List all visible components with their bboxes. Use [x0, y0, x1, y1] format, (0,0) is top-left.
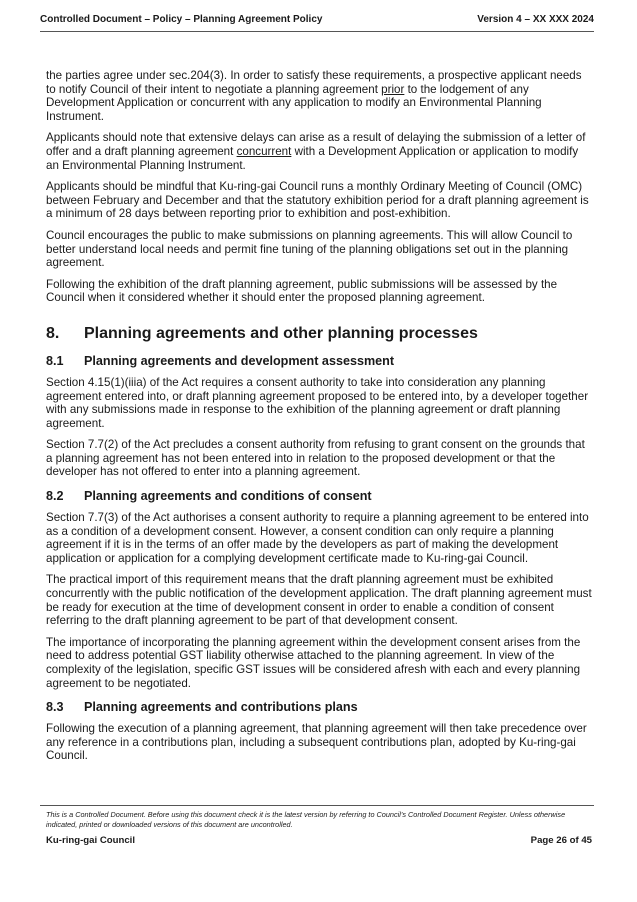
paragraph: Following the exhibition of the draft planning agreement, public submissions will be assessed by the Council when it considered whether it should enter the proposed planning agreement. — [46, 277, 558, 305]
footer-divider — [40, 805, 594, 806]
paragraph: Section 7.7(2) of the Act precludes a consent authority from refusing to grant consent on the grounds that a planning agreement has not been entered into in relation to the proposed development or that the developer has not offered to enter into a planning agreement. — [46, 438, 585, 479]
subsection-heading-8-2 — [46, 489, 592, 503]
paragraph: Section 7.7(3) of the Act authorises a consent authority to require a planning agreement to be entered into as a condition of a development consent. However, a consent condition can only require a planning agreement if it is in the terms of an offer made by the developers as part of making the development application or application for a complying development certificate made to Ku-ring-gai Council. — [46, 511, 589, 565]
subsection-heading-8-1 — [46, 354, 592, 368]
page-header — [40, 14, 594, 32]
document-body — [46, 69, 592, 771]
subsection-number: 8.3 — [46, 700, 64, 715]
footer-disclaimer: This is a Controlled Document. Before using this document check it is the latest version by referring to Council’s Controlled Document Register. Unless otherwise indicated, printed or downloaded versions of this document are uncontrolled. — [46, 810, 566, 829]
subsection-title: Planning agreements and contributions plans — [84, 700, 358, 715]
subsection-number: 8.2 — [46, 489, 64, 504]
subsection-title: Planning agreements and conditions of consent — [84, 489, 372, 504]
text-run: with a Development Application or application to modify an Environmental Planning Instrument. — [46, 144, 579, 172]
section-heading-8 — [46, 325, 592, 343]
section-number: 8. — [46, 324, 60, 342]
subsection-heading-8-3 — [46, 700, 592, 714]
header-version: Version 4 – XX XXX 2024 — [477, 14, 594, 25]
underlined-word-concurrent: concurrent — [236, 144, 292, 158]
underlined-word-prior: prior — [381, 82, 405, 96]
paragraph: Council encourages the public to make submissions on planning agreements. This will allow Council to better understand local needs and permit fine tuning of the planning obligations set out in the planning agreement. — [46, 228, 573, 270]
subsection-title: Planning agreements and development assessment — [84, 353, 395, 368]
paragraph: Following the execution of a planning agreement, that planning agreement will then take precedence over any reference in a contributions plan, including a subsequent contributions plan, adopted by Ku-ring-gai Council. — [46, 722, 587, 763]
paragraph: Applicants should be mindful that Ku-ring-gai Council runs a monthly Ordinary Meeting of Council (OMC) between February and December and that the statutory exhibition period for a draft planning agreement is a minimum of 28 days between reporting prior to exhibition and post-exhibition. — [46, 180, 589, 221]
paragraph: Section 4.15(1)(iiia) of the Act requires a consent authority to take into consideration any planning agreement entered into, or draft planning agreement proposed to be entered into, by a developer together with any submissions made in response to the exhibition of the planning agreement or draft planning agreement. — [46, 375, 589, 430]
text-run: the parties agree under sec.204(3). In order to satisfy these requirements, a prospective applicant needs to notify Council of their intent to negotiate a planning agreement — [46, 69, 582, 96]
text-run: Applicants should note that extensive delays can arise as a result of delaying the submission of a letter of offer and a draft planning agreement — [46, 131, 586, 158]
page-number: Page 26 of 45 — [530, 835, 592, 846]
paragraph: The practical import of this requirement means that the draft planning agreement must be exhibited concurrently with the public notification of the development application. The draft planning agreement must be ready for execution at the time of development consent in order to enable a condition of consent referring to the draft planning agreement to be part of that development consent. — [46, 573, 592, 628]
paragraph — [46, 69, 592, 123]
subsection-number: 8.1 — [46, 353, 64, 368]
text-run: to the lodgement of any Development Application or concurrent with any application to modify an Environmental Planning Instrument. — [46, 82, 542, 123]
paragraph — [46, 131, 592, 172]
page-footer — [46, 835, 592, 846]
footer-organisation: Ku-ring-gai Council — [46, 835, 135, 846]
paragraph: The importance of incorporating the planning agreement within the development consent arises from the need to address potential GST liability otherwise attached to the planning agreement. In view of the complexity of the legislation, specific GST issues will be considered afresh with each and every planning agreement to be negotiated. — [46, 635, 581, 690]
section-title: Planning agreements and other planning processes — [84, 324, 478, 342]
header-document-title: Controlled Document – Policy – Planning Agreement Policy — [40, 14, 323, 25]
